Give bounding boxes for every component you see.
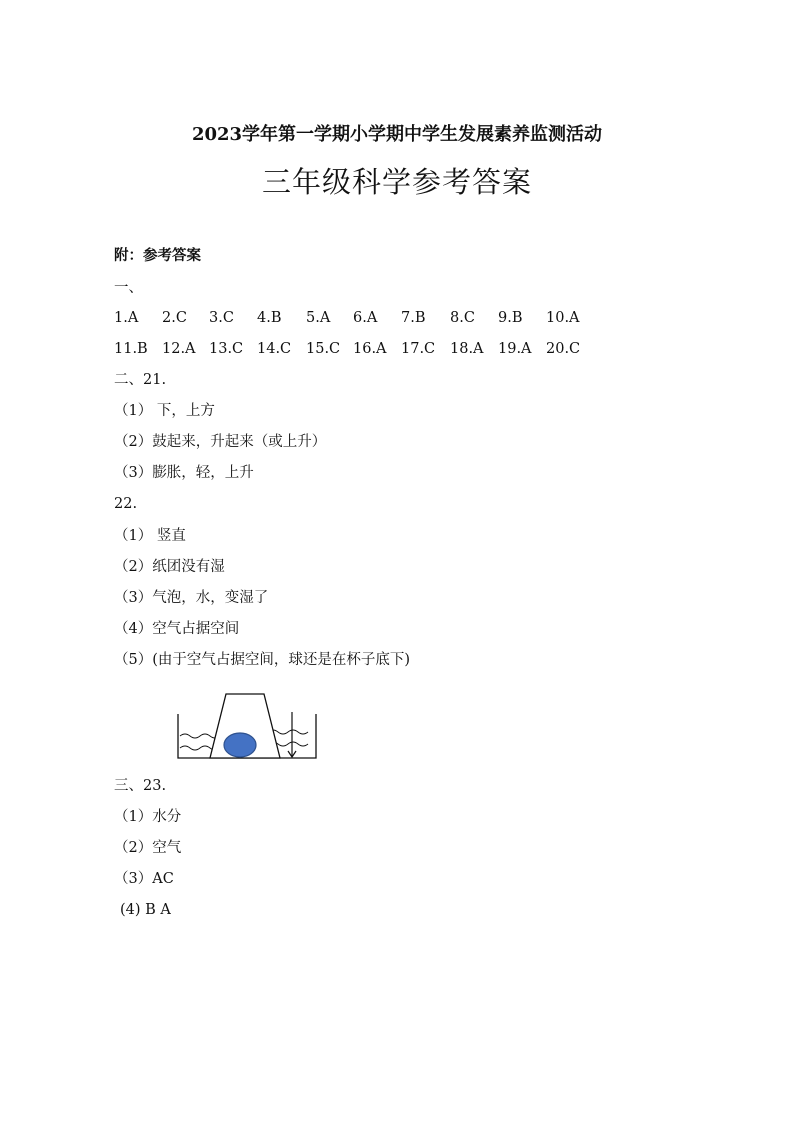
mc-answer: 2.C	[162, 310, 187, 326]
q21-answer: （2）鼓起来，升起来（或上升）	[114, 434, 327, 450]
q21-answer: （1） 下，上方	[114, 403, 215, 419]
mc-answer: 17.C	[401, 341, 436, 357]
q23-answer: （3）AC	[114, 871, 174, 887]
cup-in-water-diagram	[176, 692, 320, 762]
mc-answer: 5.A	[306, 310, 331, 326]
q22-answer: （4）空气占据空间	[114, 621, 240, 637]
intro-label: 附：参考答案	[114, 247, 201, 264]
q22-answer: （3）气泡，水，变湿了	[114, 590, 269, 606]
document-title: 2023学年第一学期小学期中学生发展素养监测活动	[191, 124, 603, 145]
q22-answer: （2）纸团没有湿	[114, 559, 225, 575]
mc-answer: 14.C	[257, 341, 292, 357]
mc-answer: 10.A	[546, 310, 580, 326]
q22-label: 22.	[114, 496, 138, 512]
document-subtitle: 三年级科学参考答案	[261, 165, 532, 199]
mc-answer: 6.A	[353, 310, 378, 326]
mc-answer: 9.B	[498, 310, 523, 326]
q22-answer: （5）(由于空气占据空间，球还是在杯子底下)	[114, 652, 411, 668]
mc-answer: 15.C	[306, 341, 341, 357]
ball	[224, 733, 256, 757]
mc-answer: 7.B	[401, 310, 426, 326]
mc-answer: 1.A	[114, 310, 139, 326]
mc-answer: 20.C	[546, 341, 581, 357]
mc-answer: 3.C	[209, 310, 234, 326]
section2-label: 二、21.	[114, 372, 167, 388]
mc-answer: 16.A	[353, 341, 387, 357]
mc-answer: 18.A	[450, 341, 484, 357]
q23-answer: (4) B A	[120, 902, 171, 918]
q23-answer: （1）水分	[114, 809, 182, 825]
q22-answer: （1） 竖直	[114, 528, 186, 544]
mc-answer: 8.C	[450, 310, 475, 326]
mc-answer: 19.A	[498, 341, 532, 357]
q21-answer: （3）膨胀，轻，上升	[114, 465, 254, 481]
mc-answer: 4.B	[257, 310, 282, 326]
q23-answer: （2）空气	[114, 840, 182, 856]
section1-label: 一、	[114, 280, 143, 296]
mc-answer: 12.A	[162, 341, 196, 357]
mc-answer: 11.B	[114, 341, 148, 357]
section3-label: 三、23.	[114, 778, 167, 794]
water-wave	[180, 734, 220, 738]
mc-answer: 13.C	[209, 341, 244, 357]
